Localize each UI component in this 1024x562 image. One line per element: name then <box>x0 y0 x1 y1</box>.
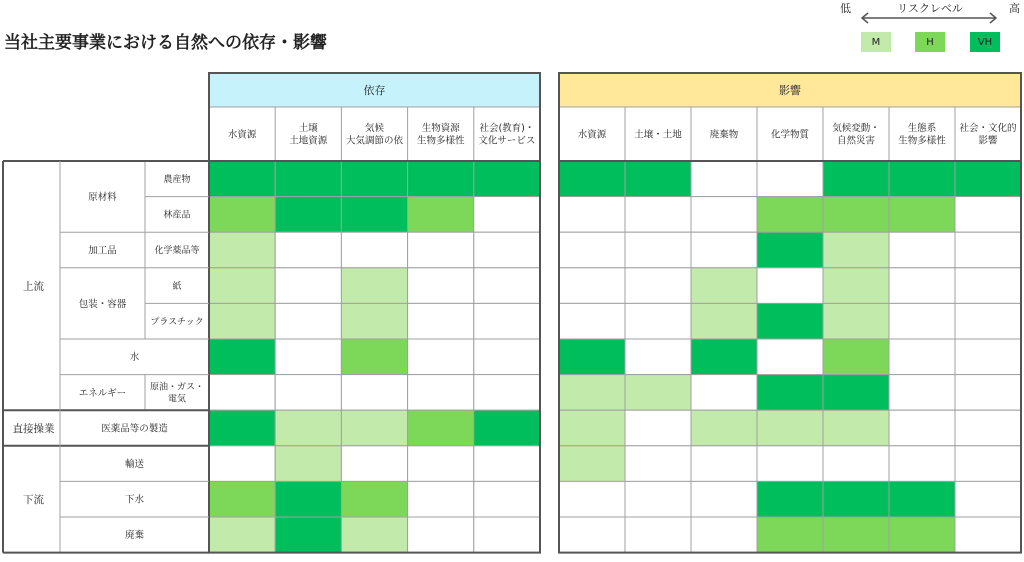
row-category-label: 輸送 <box>124 459 145 471</box>
row-category-label: 原材料 <box>88 192 117 204</box>
row-item-label: 紙 <box>172 281 182 292</box>
heat-cell <box>474 232 540 268</box>
heat-cell <box>341 268 407 304</box>
heat-cell <box>889 481 955 517</box>
heat-cell <box>889 517 955 553</box>
heat-cell <box>691 303 757 339</box>
heat-cell <box>691 268 757 304</box>
heat-cell <box>341 303 407 339</box>
row-category-label: 水 <box>129 352 140 364</box>
row-group-label: 上流 <box>23 280 44 293</box>
row-category-label: 医薬品等の製造 <box>101 423 168 435</box>
heat-cell <box>341 446 407 482</box>
legend-swatch-m: M <box>861 32 891 52</box>
heat-cell <box>757 197 823 233</box>
heat-cell <box>625 197 691 233</box>
heat-cell <box>474 161 540 197</box>
heat-cell <box>955 232 1021 268</box>
heat-cell <box>275 232 341 268</box>
heat-cell <box>823 517 889 553</box>
heat-cell <box>275 410 341 446</box>
heat-cell <box>823 339 889 375</box>
heat-cell <box>889 446 955 482</box>
heat-cell <box>691 446 757 482</box>
row-group-label: 下流 <box>23 493 44 506</box>
column-header: 廃棄物 <box>709 129 739 141</box>
heat-cell <box>823 268 889 304</box>
heat-cell <box>823 481 889 517</box>
heat-cell <box>275 375 341 411</box>
heat-cell <box>275 268 341 304</box>
heat-cell <box>757 481 823 517</box>
heat-cell <box>691 161 757 197</box>
column-header: 生態系生物多様性 <box>898 123 946 147</box>
row-item-label: 林産品 <box>163 210 191 221</box>
heat-cell <box>209 303 275 339</box>
heat-cell <box>559 517 625 553</box>
heat-cell <box>757 339 823 375</box>
heat-cell <box>341 339 407 375</box>
heat-cell <box>757 161 823 197</box>
heat-cell <box>275 303 341 339</box>
heat-cell <box>625 410 691 446</box>
heat-cell <box>889 232 955 268</box>
heat-cell <box>889 268 955 304</box>
heat-cell <box>209 375 275 411</box>
heat-cell <box>757 446 823 482</box>
legend-swatch-h: H <box>915 32 945 52</box>
heat-cell <box>691 197 757 233</box>
heat-cell <box>209 197 275 233</box>
heat-cell <box>559 197 625 233</box>
heat-cell <box>408 410 474 446</box>
heat-cell <box>408 303 474 339</box>
heat-cell <box>625 161 691 197</box>
heat-cell <box>209 268 275 304</box>
column-header: 気候変動・自然災害 <box>832 123 880 147</box>
heat-cell <box>474 268 540 304</box>
heat-cell <box>625 339 691 375</box>
column-header: 気候大気調節の依 <box>345 123 404 147</box>
row-item-label: プラスチック <box>150 317 204 328</box>
heat-cell <box>474 339 540 375</box>
heat-cell <box>823 303 889 339</box>
row-group-label: 直接操業 <box>12 422 55 435</box>
heat-cell <box>757 517 823 553</box>
heat-cell <box>474 197 540 233</box>
heat-cell <box>955 339 1021 375</box>
row-category-label: 加工品 <box>88 245 117 257</box>
heat-cell <box>474 375 540 411</box>
heat-cell <box>691 375 757 411</box>
heat-cell <box>275 517 341 553</box>
heat-cell <box>209 446 275 482</box>
row-category-label: エネルギー <box>78 387 127 399</box>
heat-cell <box>408 268 474 304</box>
heat-cell <box>408 161 474 197</box>
group-header-label: 影響 <box>779 83 801 97</box>
row-item-label: 原油・ガス・電気 <box>149 382 205 405</box>
heat-cell <box>474 303 540 339</box>
heat-cell <box>955 268 1021 304</box>
heat-cell <box>823 375 889 411</box>
column-header: 水資源 <box>577 129 607 141</box>
heat-cell <box>474 481 540 517</box>
heat-cell <box>955 161 1021 197</box>
heat-cell <box>757 232 823 268</box>
heat-cell <box>341 517 407 553</box>
column-header: 社会(教育)・文化サービス <box>478 123 536 147</box>
heat-cell <box>559 410 625 446</box>
heat-cell <box>889 375 955 411</box>
heat-cell <box>823 197 889 233</box>
heat-cell <box>408 481 474 517</box>
heat-cell <box>341 375 407 411</box>
heat-cell <box>209 161 275 197</box>
column-header: 水資源 <box>227 129 257 141</box>
heat-cell <box>559 161 625 197</box>
heat-cell <box>209 410 275 446</box>
heat-cell <box>559 339 625 375</box>
heat-cell <box>625 375 691 411</box>
heat-cell <box>625 517 691 553</box>
row-category-label: 下水 <box>124 494 145 506</box>
heat-cell <box>341 481 407 517</box>
heat-cell <box>559 375 625 411</box>
heat-cell <box>691 339 757 375</box>
heat-cell <box>408 197 474 233</box>
heat-cell <box>757 268 823 304</box>
heat-cell <box>625 446 691 482</box>
heat-cell <box>408 339 474 375</box>
heat-cell <box>408 517 474 553</box>
heat-cell <box>209 517 275 553</box>
heat-cell <box>625 268 691 304</box>
heat-cell <box>341 161 407 197</box>
heat-cell <box>474 410 540 446</box>
heat-cell <box>474 446 540 482</box>
heat-cell <box>341 232 407 268</box>
heat-cell <box>625 303 691 339</box>
heat-cell <box>275 339 341 375</box>
heat-cell <box>209 232 275 268</box>
heat-cell <box>559 303 625 339</box>
heat-cell <box>955 303 1021 339</box>
heat-cell <box>559 481 625 517</box>
heat-cell <box>823 446 889 482</box>
heat-cell <box>474 517 540 553</box>
heat-cell <box>559 446 625 482</box>
column-header: 土壌・土地 <box>634 129 682 141</box>
heat-cell <box>408 446 474 482</box>
heat-cell <box>889 197 955 233</box>
column-header: 社会・文化的影響 <box>959 123 1017 147</box>
heat-cell <box>757 303 823 339</box>
heat-cell <box>625 232 691 268</box>
heat-cell <box>889 303 955 339</box>
heat-cell <box>955 375 1021 411</box>
legend-low-label: 低 <box>840 2 851 15</box>
heat-cell <box>691 517 757 553</box>
heat-cell <box>341 410 407 446</box>
heat-cell <box>889 161 955 197</box>
heat-cell <box>823 410 889 446</box>
heat-cell <box>408 232 474 268</box>
heat-cell <box>275 161 341 197</box>
heat-cell <box>559 232 625 268</box>
heat-cell <box>955 446 1021 482</box>
column-header: 土壌土地資源 <box>289 123 328 147</box>
heat-cell <box>955 410 1021 446</box>
heat-cell <box>341 197 407 233</box>
heat-cell <box>691 481 757 517</box>
group-header-label: 依存 <box>363 83 386 97</box>
legend-high-label: 高 <box>1009 2 1020 15</box>
heat-cell <box>275 446 341 482</box>
row-item-label: 農産物 <box>163 175 191 186</box>
column-header: 生物資源生物多様性 <box>416 123 465 147</box>
heat-cell <box>275 197 341 233</box>
row-category-label: 包装・容器 <box>78 298 127 310</box>
heat-cell <box>823 161 889 197</box>
heat-cell <box>889 339 955 375</box>
heat-cell <box>955 197 1021 233</box>
heat-cell <box>889 410 955 446</box>
chart-title: 当社主要事業における自然への依存・影響 <box>4 33 327 53</box>
heat-cell <box>408 375 474 411</box>
heat-cell <box>275 481 341 517</box>
heat-cell <box>559 268 625 304</box>
legend-swatch-vh: VH <box>970 32 1000 52</box>
heat-cell <box>823 232 889 268</box>
heat-cell <box>955 517 1021 553</box>
heat-cell <box>757 410 823 446</box>
heat-cell <box>691 232 757 268</box>
heat-cell <box>625 481 691 517</box>
heat-cell <box>209 481 275 517</box>
heat-cell <box>209 339 275 375</box>
heat-cell <box>691 410 757 446</box>
row-category-label: 廃棄 <box>124 530 145 542</box>
heat-cell <box>757 375 823 411</box>
row-item-label: 化学薬品等 <box>154 246 200 257</box>
column-header: 化学物質 <box>770 129 810 141</box>
heat-cell <box>955 481 1021 517</box>
legend-scale-label: リスクレベル <box>897 2 963 15</box>
